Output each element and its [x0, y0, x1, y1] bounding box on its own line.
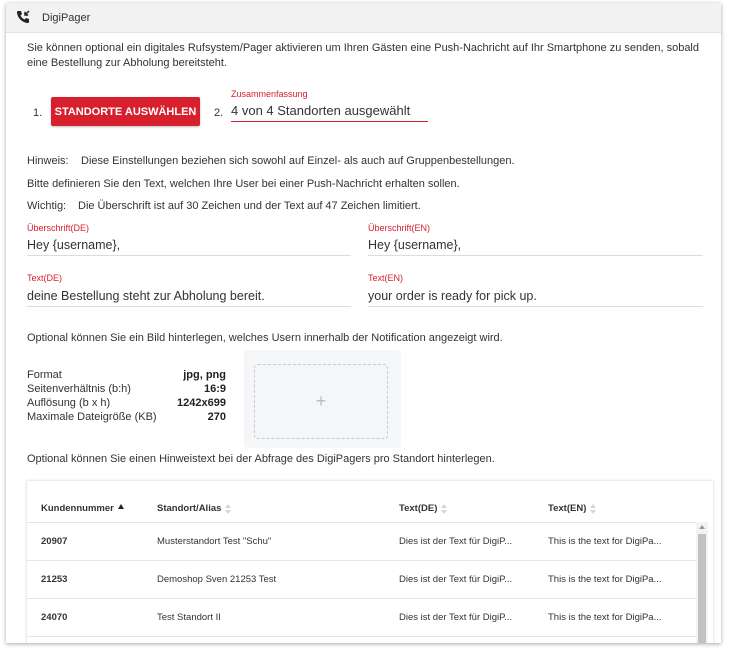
cell-text-en: This is the text for DigiPa...: [548, 536, 662, 547]
table-row[interactable]: [27, 560, 696, 598]
phone-callback-icon: [15, 9, 31, 25]
heading-de-field[interactable]: [27, 234, 351, 256]
important-text: Die Überschrift ist auf 30 Zeichen und der Text auf 47 Zeichen limitiert.: [78, 200, 421, 212]
text-de-label: Text(DE): [27, 273, 63, 283]
scroll-up-arrow-icon[interactable]: [699, 525, 705, 529]
spec-resolution-value: 1242x699: [177, 397, 226, 409]
spec-resolution-label: Auflösung (b x h): [27, 397, 111, 409]
heading-en-label: Überschrift(EN): [368, 223, 431, 233]
cell-standort: Musterstandort Test "Schu": [157, 536, 272, 547]
cell-text-de: Dies ist der Text für DigiP...: [399, 536, 513, 547]
step-2-number: 2.: [214, 107, 224, 119]
panel-title: DigiPager: [42, 12, 91, 24]
spec-filesize-label: Maximale Dateigröße (KB): [27, 411, 157, 423]
image-upload-dropzone[interactable]: [254, 364, 388, 439]
text-de-field[interactable]: [27, 285, 351, 307]
spec-format-value: jpg, png: [183, 369, 226, 381]
column-header-text-de[interactable]: Text(DE): [399, 503, 449, 514]
sort-icon: [441, 504, 449, 514]
cell-kundennummer: 21253: [41, 574, 68, 585]
add-image-icon: +: [315, 391, 327, 411]
table-row[interactable]: [27, 598, 696, 636]
column-header-kundennummer[interactable]: Kundennummer: [41, 503, 124, 514]
sort-icon: [590, 504, 598, 514]
sort-ascending-icon: [118, 504, 124, 509]
spec-format-label: Format: [27, 369, 62, 381]
digipager-panel: [6, 3, 721, 643]
hint-text: Diese Einstellungen beziehen sich sowohl auf Einzel- als auch auf Gruppenbestellungen.: [81, 155, 515, 167]
table-row[interactable]: [27, 522, 696, 560]
important-label: Wichtig:: [27, 200, 67, 212]
spec-ratio-value: 16:9: [203, 383, 226, 395]
text-en-field[interactable]: [368, 285, 703, 307]
hint-section-intro: Optional können Sie einen Hinweistext bei der Abfrage des DigiPagers pro Standort hinterlegen.: [27, 453, 495, 465]
summary-value[interactable]: 4 von 4 Standorten ausgewählt: [231, 103, 428, 122]
image-intro-text: Optional können Sie ein Bild hinterlegen, welches Usern innerhalb der Notification angezeigt wird.: [27, 332, 503, 344]
panel-header: [6, 3, 721, 33]
sort-icon: [225, 504, 233, 514]
spec-filesize-value: 270: [207, 411, 226, 423]
locations-table: [27, 481, 713, 643]
image-upload-area: [244, 350, 401, 448]
summary-label: Zusammenfassung: [231, 89, 308, 99]
spec-ratio-label: Seitenverhältnis (b:h): [27, 383, 131, 395]
text-en-label: Text(EN): [368, 273, 404, 283]
select-locations-button[interactable]: STANDORTE AUSWÄHLEN: [51, 97, 200, 126]
define-text: Bitte definieren Sie den Text, welchen Ihre User bei einer Push-Nachricht erhalten sollen.: [27, 178, 460, 190]
cell-standort: Demoshop Sven 21253 Test: [157, 574, 277, 585]
step-1-number: 1.: [33, 107, 43, 119]
cell-kundennummer: 20907: [41, 536, 68, 547]
column-header-standort[interactable]: Standort/Alias: [157, 503, 233, 514]
cell-text-en: This is the text for DigiPa...: [548, 574, 662, 585]
cell-kundennummer: 24070: [41, 612, 68, 623]
column-header-text-en[interactable]: Text(EN): [548, 503, 598, 514]
scrollbar-thumb[interactable]: [698, 534, 706, 643]
hint-label: Hinweis:: [27, 155, 69, 167]
cell-text-en: This is the text for DigiPa...: [548, 612, 662, 623]
cell-text-de: Dies ist der Text für DigiP...: [399, 574, 513, 585]
heading-en-field[interactable]: [368, 234, 703, 256]
intro-text: Sie können optional ein digitales Rufsystem/Pager aktivieren um Ihren Gästen eine Push-Nachricht auf Ihr Smartphone zu senden, sobald eine Bestellung zur Abholung bereitsteht.: [27, 42, 699, 69]
heading-de-label: Überschrift(DE): [27, 223, 90, 233]
table-scrollbar[interactable]: [696, 522, 708, 643]
cell-standort: Test Standort II: [157, 612, 221, 623]
cell-text-de: Dies ist der Text für DigiP...: [399, 612, 513, 623]
table-row[interactable]: [27, 636, 696, 643]
